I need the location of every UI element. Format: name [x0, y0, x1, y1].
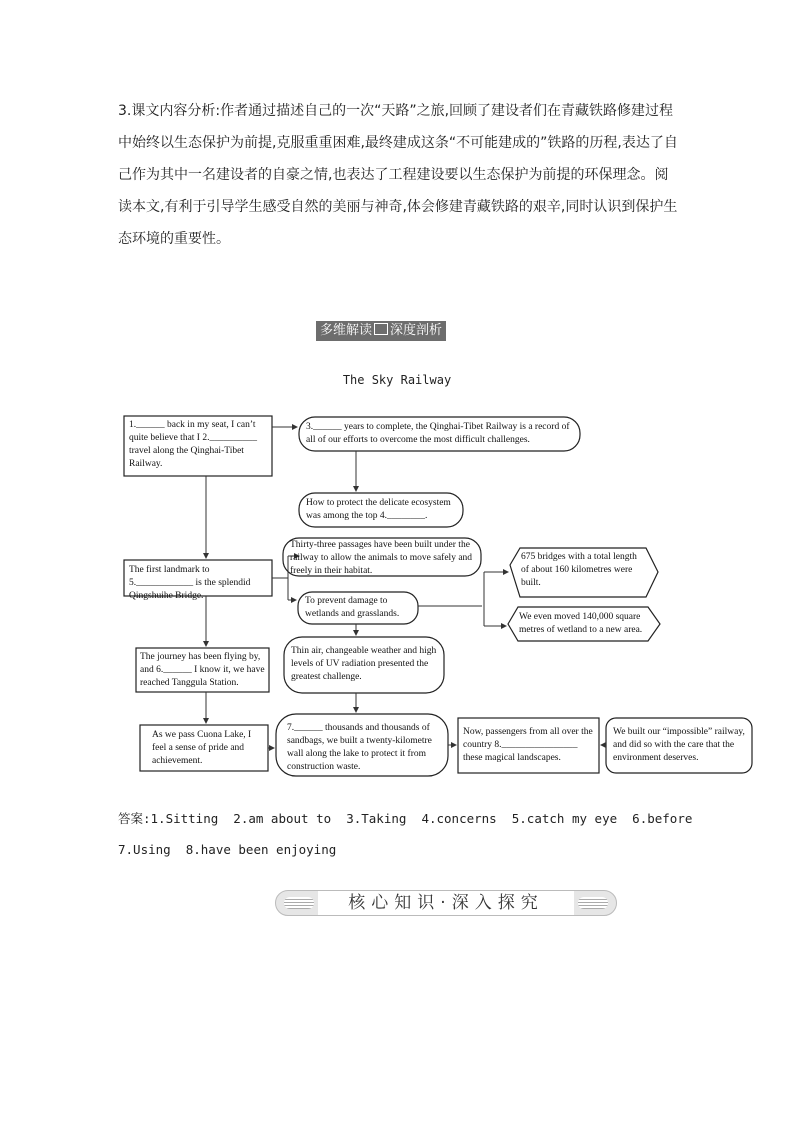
box-4: How to protect the delicate ecosystem was among the top 4.________.	[306, 498, 451, 521]
box-5: The first landmark to 5.____________ is the splendid Qingshuihe Bridge.	[129, 565, 251, 601]
box-675: 675 bridges with a total length of about 160 kilometres were built.	[521, 552, 637, 588]
answers	[118, 803, 718, 865]
box-8: Now, passengers from all over the country 8.________________ these magical landscapes.	[463, 727, 593, 763]
bottom-banner-text: 核心知识·深入探究	[318, 891, 574, 915]
banner-right-text: 深度剖析	[390, 323, 443, 338]
banner-left-text: 多维解读	[320, 323, 373, 338]
banner-stripes-left-icon	[284, 897, 314, 909]
answers-line-1: 答案:1.Sitting 2.am about to 3.Taking 4.concerns 5.catch my eye 6.before	[118, 811, 693, 826]
intro-paragraph: 3.课文内容分析:作者通过描述自己的一次“天路”之旅,回顾了建设者们在青藏铁路修建过程中始终以生态保护为前提,克服重重困难,最终建成这条“不可能建成的”铁路的历程,表达了自己作为其中一名建设者的自豪之情,也表达了工程建设要以生态保护为前提的环保理念。阅读本文,有利于引导学生感受自然的美丽与神奇,体会修建青藏铁路的艰辛,同时认识到保护生态环境的重要性。	[118, 103, 678, 247]
box-3: 3.______ years to complete, the Qinghai-Tibet Railway is a record of all of our efforts to overcome the most difficult challenges.	[306, 422, 570, 445]
banner-stripes-right-icon	[578, 897, 608, 909]
answers-line-2: 7.Using 8.have been enjoying	[118, 842, 337, 857]
box-cuona: As we pass Cuona Lake, I feel a sense of pride and achievement.	[152, 730, 252, 766]
box-passages: Thirty-three passages have been built under the railway to allow the animals to move safely and freely in their habitat.	[290, 540, 473, 576]
box-prevent: To prevent damage to wetlands and grasslands.	[305, 596, 400, 619]
box-1: 1.______ back in my seat, I can’t quite believe that I 2.__________ travel along the Qinghai-Tibet Railway.	[129, 420, 257, 469]
box-wetland: We even moved 140,000 square metres of wetland to a new area.	[519, 612, 643, 635]
box-6: The journey has been flying by, and 6.______ I know it, we have reached Tanggula Station.	[140, 652, 265, 688]
bottom-banner	[275, 890, 617, 916]
box-thin: Thin air, changeable weather and high levels of UV radiation presented the greatest challenge.	[291, 646, 437, 682]
diagram-title: The Sky Railway	[342, 373, 452, 387]
box-7: 7.______ thousands and thousands of sandbags, we built a twenty-kilometre wall along the lake to protect it from construction waste.	[287, 723, 432, 772]
box-impossible: We built our “impossible” railway, and did so with the care that the environment deserves.	[613, 727, 745, 763]
